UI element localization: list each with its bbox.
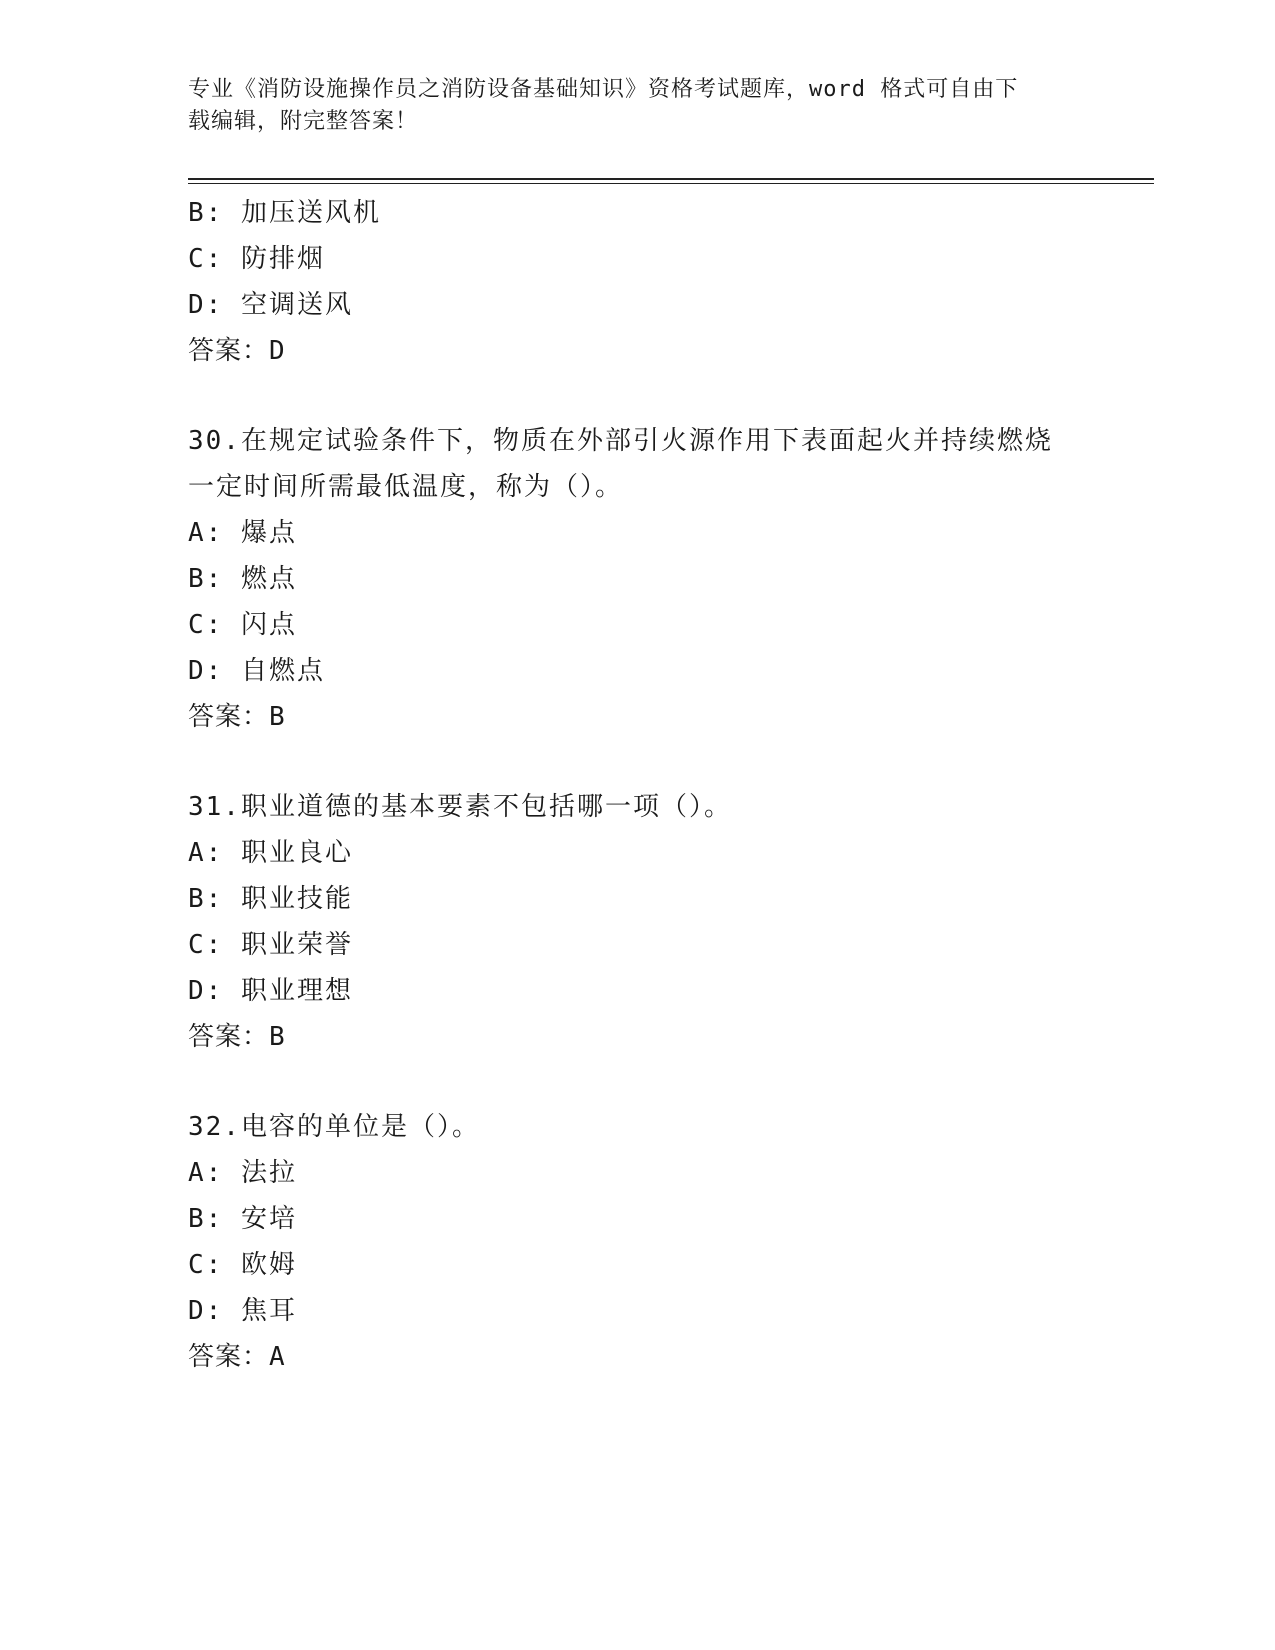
- question-list: [188, 190, 1088, 1380]
- question-block-31: [188, 784, 1088, 1060]
- option-b: B: 燃点: [188, 564, 297, 594]
- option-d: D: 焦耳: [188, 1296, 297, 1326]
- question-block-30: [188, 418, 1088, 740]
- question-block-32: [188, 1104, 1088, 1380]
- option-a: A: 职业良心: [188, 838, 353, 868]
- option-c: C: 防排烟: [188, 244, 325, 274]
- option-c: C: 职业荣誉: [188, 930, 353, 960]
- spacer: [188, 1060, 1088, 1104]
- option-c: C: 闪点: [188, 610, 297, 640]
- answer-line: 答案：B: [188, 1022, 286, 1052]
- question-block-partial: [188, 190, 1088, 374]
- question-text-line-2: 一定时间所需最低温度，称为（）。: [188, 472, 624, 502]
- spacer: [188, 740, 1088, 784]
- option-b: B: 安培: [188, 1204, 297, 1234]
- answer-line: 答案：A: [188, 1342, 286, 1372]
- option-d: D: 空调送风: [188, 290, 353, 320]
- header-line-1: 专业《消防设施操作员之消防设备基础知识》资格考试题库，word 格式可自由下: [188, 77, 1019, 102]
- header-divider-thin: [188, 183, 1154, 184]
- question-text-line-1: 30.在规定试验条件下，物质在外部引火源作用下表面起火并持续燃烧: [188, 426, 1053, 456]
- option-a: A: 爆点: [188, 518, 297, 548]
- spacer: [188, 374, 1088, 418]
- question-text-line-1: 32.电容的单位是（）。: [188, 1112, 480, 1142]
- answer-line: 答案：D: [188, 336, 286, 366]
- question-text-line-1: 31.职业道德的基本要素不包括哪一项（）。: [188, 792, 732, 822]
- option-c: C: 欧姆: [188, 1250, 297, 1280]
- option-a: A: 法拉: [188, 1158, 297, 1188]
- header-divider-thick: [188, 178, 1154, 180]
- option-d: D: 自燃点: [188, 656, 325, 686]
- document-header: [188, 74, 1068, 138]
- option-d: D: 职业理想: [188, 976, 353, 1006]
- answer-line: 答案：B: [188, 702, 286, 732]
- option-b: B: 加压送风机: [188, 198, 381, 228]
- option-b: B: 职业技能: [188, 884, 353, 914]
- header-line-2: 载编辑，附完整答案！: [188, 109, 419, 134]
